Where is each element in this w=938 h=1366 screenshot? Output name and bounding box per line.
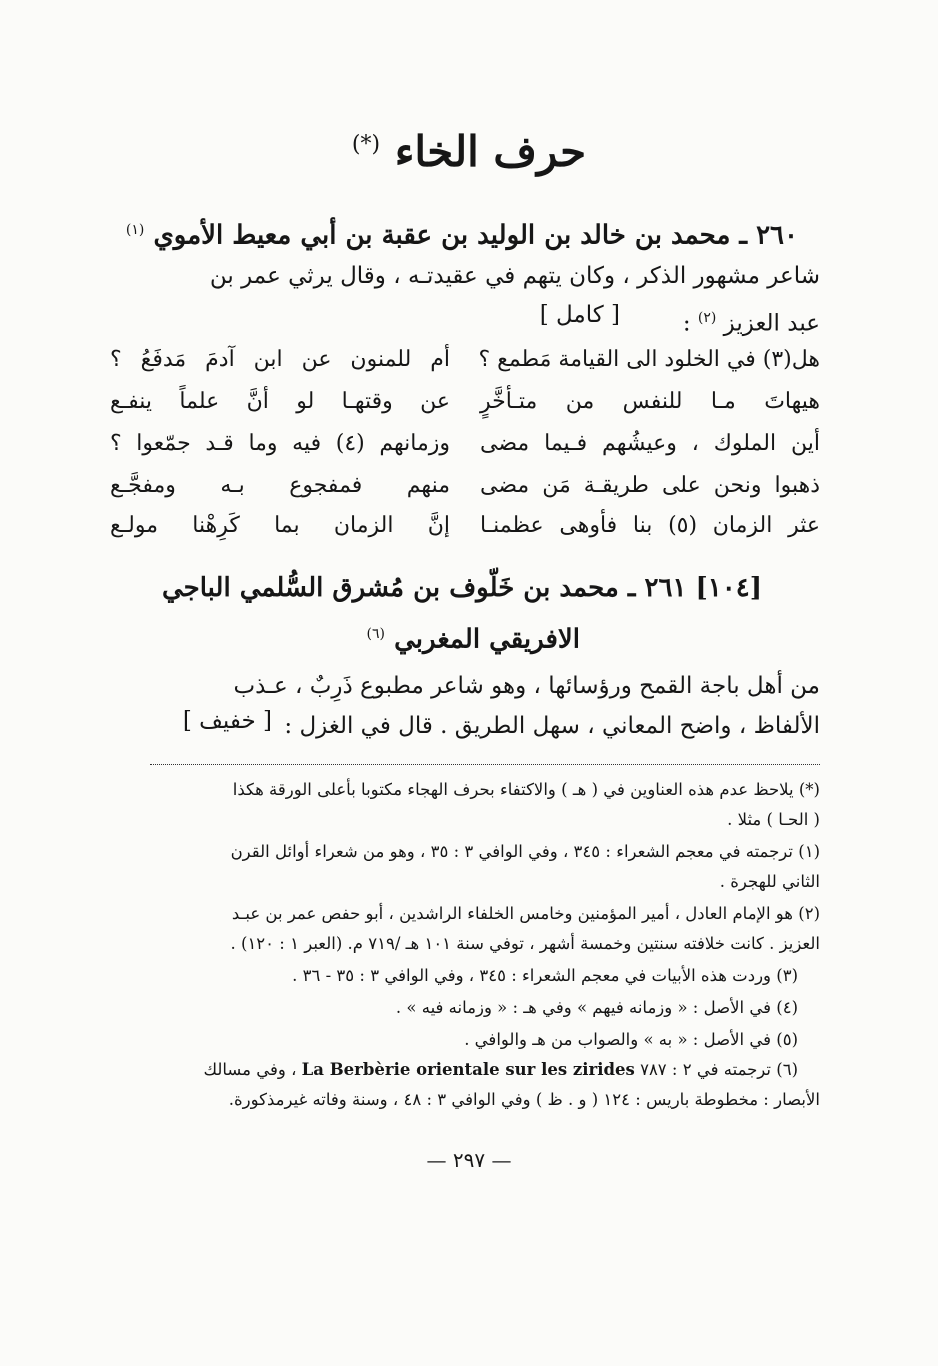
footnote-6-latin-title: La Berbèrie orientale sur les zirides (301, 1060, 635, 1079)
footnote-6-line-1 (203, 1056, 798, 1084)
entry-260-footnote-ref: (١) (125, 222, 145, 238)
footnote-star-line-1: (*) يلاحظ عدم هذه العناوين في ( هـ ) والاكتفاء بحرف الهجاء مكتوبا بأعلى الورقة هكذا (232, 780, 820, 799)
entry-260-intro-footnote-ref: (٢) (697, 310, 717, 326)
footnote-1-line-2: الثاني للهجرة . (719, 872, 820, 891)
poem-verse-1-right: هل(٣) في الخلود الى القيامة مَطمع ؟ (478, 347, 820, 372)
entry-260-intro-colon: : (682, 310, 691, 337)
footnote-2-line-1: (٢) هو الإمام العادل ، أمير المؤمنين وخامس الخلفاء الراشدين ، أبو حفص عمر بن عبـد (231, 904, 820, 923)
entry-261-intro-line-1: من أهل باجة القمح ورؤسائها ، وهو شاعر مطبوع ذَرِبٌ ، عـذب (233, 673, 820, 699)
poem-verse-3-left: وزمانهم (٤) فيه وما قـد جمّعوا ؟ (110, 431, 450, 456)
poem-verse-4-right: ذهبوا ونحن على طريقـة مَن مضى (480, 473, 820, 498)
chapter-title-footnote-mark: (*) (351, 132, 381, 157)
footnote-6-line-2: الأبصار : مخطوطة باريس : ١٢٤ ( و . ظ ) وفي الوافي ٣ : ٤٨ ، وسنة وفاته غيرمذكورة. (228, 1090, 820, 1109)
entry-260-intro-line-2 (683, 300, 820, 342)
footnote-star-line-2: ( الحـا ) مثلا . (727, 810, 820, 829)
poem-verse-1-left: أم للمنون عن ابن آدمَ مَدفَعُ ؟ (110, 347, 450, 372)
poem-verse-5-left: إنَّ الزمان بما كَرِهْنا مولـع (110, 513, 450, 538)
entry-261-heading-line-1: [١٠٤] ٢٦١ ـ محمد بن خَلّوف بن مُشرق السُّلمي الباجي (162, 573, 762, 603)
entry-261-heading-line-2 (367, 614, 580, 660)
footnote-1-line-1: (١) ترجمته في معجم الشعراء : ٣٤٥ ، وفي الوافي ٣ : ٣٥ ، وهو من شعراء أوائل القرن (230, 842, 820, 861)
entry-261-intro-line-2: الألفاظ ، واضح المعاني ، سهل الطريق . قال في الغزل : (284, 713, 820, 739)
poem-verse-4-left: منهم فمفجوع بـه ومفجَّـع (110, 473, 450, 498)
footnote-5: (٥) في الأصل : « به » والصواب من هـ والوافي . (464, 1030, 798, 1049)
poem-verse-2-right: هيهاتَ مـا للنفس من متـأخَّرٍ (480, 389, 820, 414)
entry-260-intro-text: عبد العزيز (723, 310, 820, 337)
footnote-6-prefix: (٦) ترجمته في ٢ : ٧٨٧ (640, 1060, 798, 1079)
entry-260-heading-text: ٢٦٠ ـ محمد بن خالد بن الوليد بن عقبة بن أبي معيط الأموي (153, 220, 798, 251)
footnote-4: (٤) في الأصل : « وزمانه فيهم » وفي هـ : « وزمانه فيه » . (395, 998, 798, 1017)
entry-260-heading (126, 210, 798, 256)
chapter-title-text: حرف الخاء (394, 127, 587, 176)
poem-verse-3-right: أين الملوك ، وعيشُهم فـيما مضى (480, 431, 820, 456)
chapter-title (0, 105, 938, 192)
footnote-2-line-2: العزيز . كانت خلافته سنتين وخمسة أشهر ، توفي سنة ١٠١ هـ /٧١٩ م. (العبر ١ : ١٢٠) . (230, 934, 820, 953)
footnote-6-suffix: ، وفي مسالك (203, 1060, 297, 1079)
entry-260-meter: [ كامل ] (539, 302, 620, 328)
page-number: — ٢٩٧ — (426, 1148, 512, 1172)
poem-verse-5-right: عثر الزمان (٥) بنا فأوهى عظمنـا (480, 513, 820, 538)
entry-261-meter: [ خفيف ] (182, 708, 272, 734)
footnotes-divider (150, 764, 820, 765)
footnote-3: (٣) وردت هذه الأبيات في معجم الشعراء : ٣٤٥ ، وفي الوافي ٣ : ٣٥ - ٣٦ . (292, 966, 798, 985)
poem-verse-2-left: عن وقتهـا لو أنَّ علماً ينفـع (110, 389, 450, 414)
entry-261-heading-line-2-text: الافريقي المغربي (394, 624, 580, 655)
entry-261-footnote-ref: (٦) (366, 626, 386, 642)
entry-260-intro-line-1: شاعر مشهور الذكر ، وكان يتهم في عقيدتـه ، وقال يرثي عمر بن (209, 263, 820, 289)
